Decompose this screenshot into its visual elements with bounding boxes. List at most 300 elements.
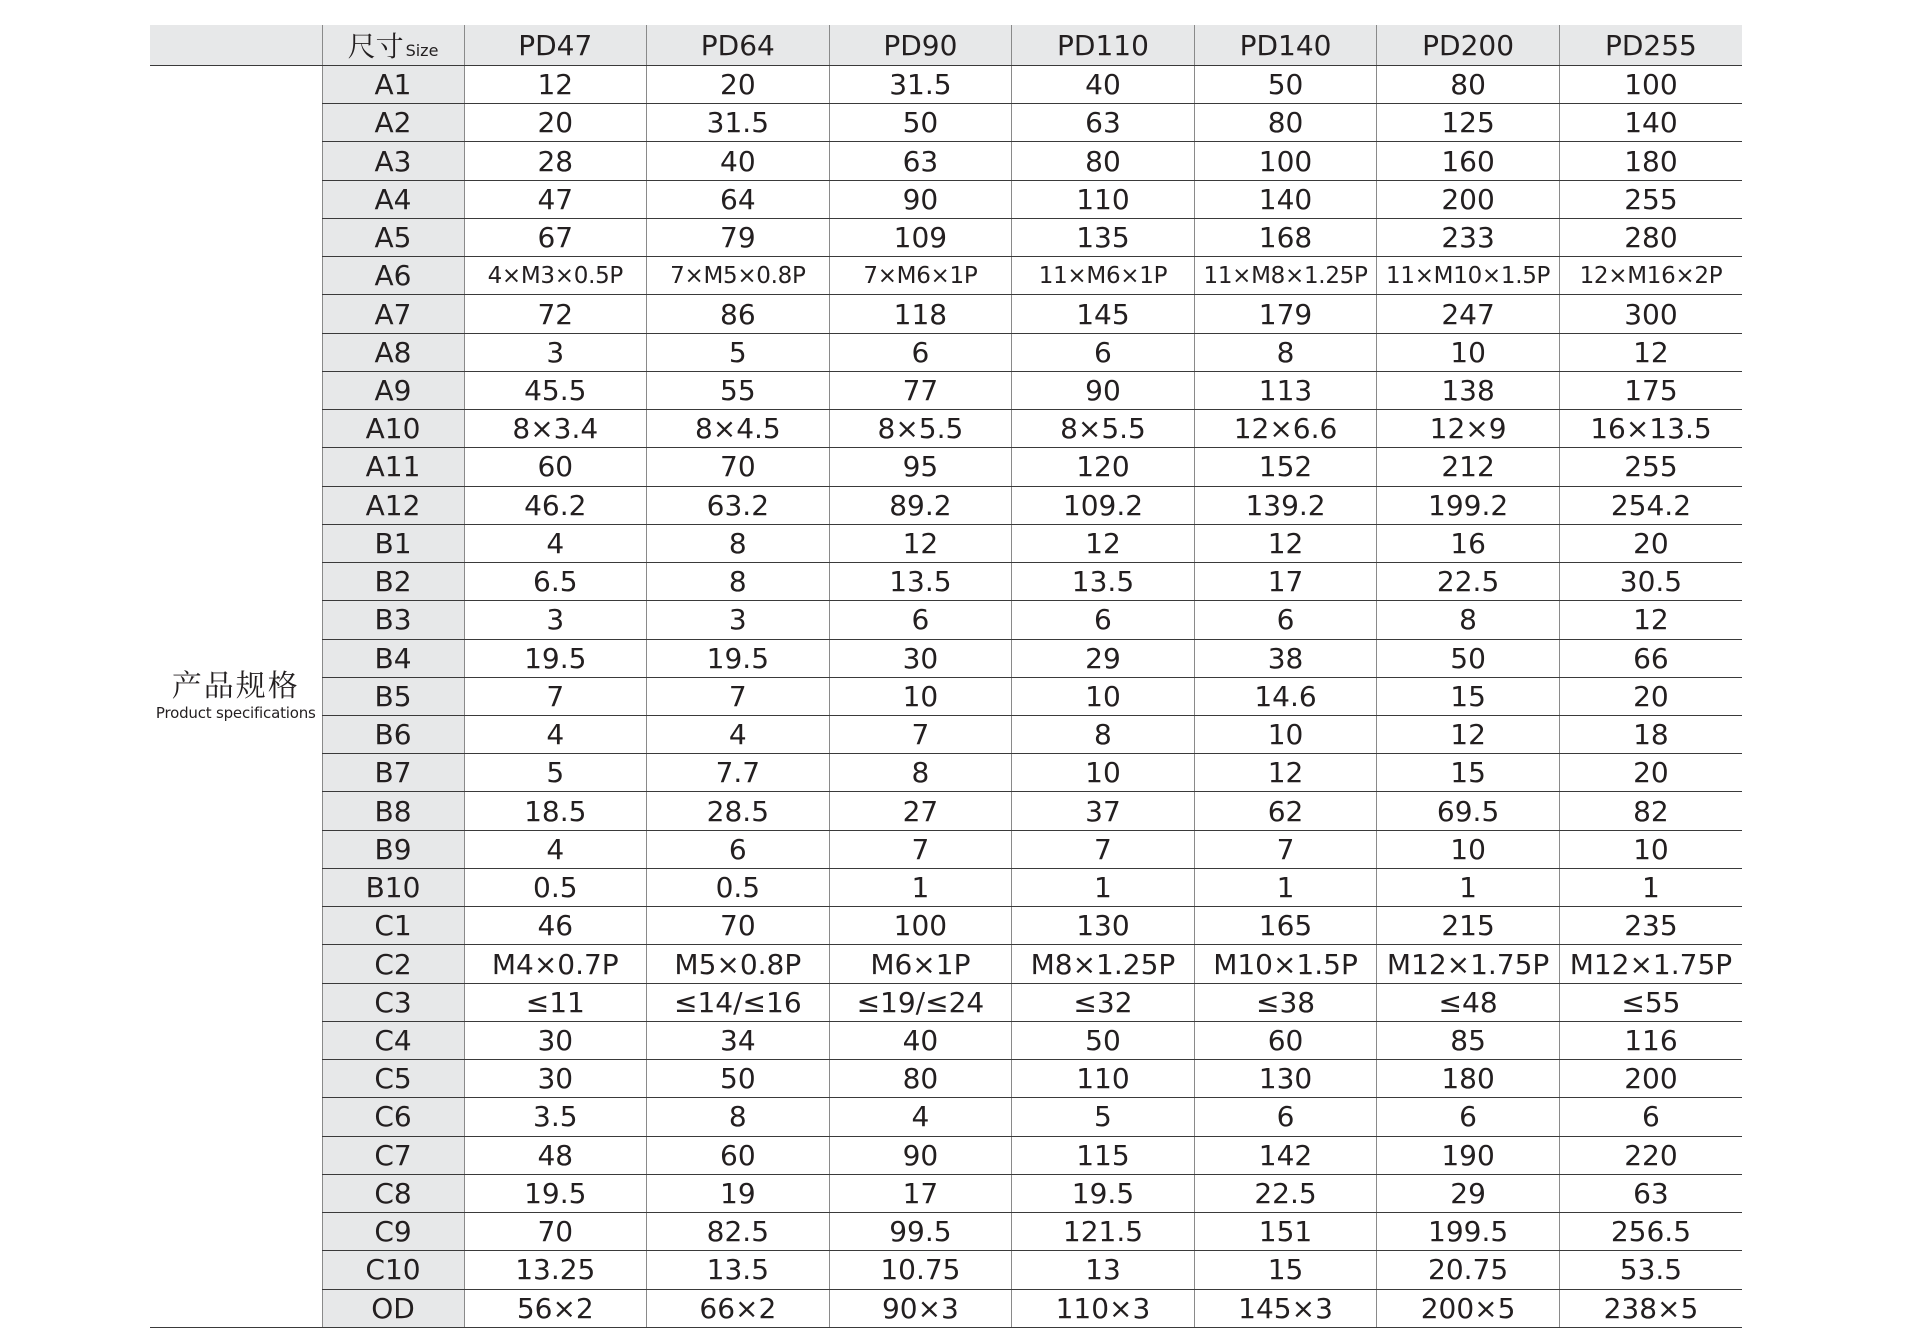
- table-cell: 40: [1012, 66, 1195, 104]
- table-cell: 7: [1194, 830, 1377, 868]
- table-cell: 6: [829, 601, 1012, 639]
- table-cell: 142: [1194, 1136, 1377, 1174]
- table-cell: 200: [1559, 1060, 1742, 1098]
- table-row: [150, 295, 1742, 333]
- table-cell: 80: [1194, 104, 1377, 142]
- table-row: [150, 218, 1742, 256]
- table-cell: 50: [1012, 1021, 1195, 1059]
- table-cell: 110×3: [1012, 1289, 1195, 1327]
- table-cell: 55: [647, 371, 830, 409]
- table-cell: 3: [647, 601, 830, 639]
- table-row: [150, 371, 1742, 409]
- table-cell: 7: [647, 677, 830, 715]
- table-cell: 10: [1377, 333, 1560, 371]
- table-cell: 255: [1559, 180, 1742, 218]
- table-cell: 30: [829, 639, 1012, 677]
- table-cell: 77: [829, 371, 1012, 409]
- table-cell: 90: [829, 180, 1012, 218]
- table-cell: 180: [1377, 1060, 1560, 1098]
- table-cell: 8×5.5: [829, 410, 1012, 448]
- table-cell: 280: [1559, 218, 1742, 256]
- table-cell: 12: [1377, 715, 1560, 753]
- table-cell: M6×1P: [829, 945, 1012, 983]
- table-cell: 130: [1194, 1060, 1377, 1098]
- table-cell: 233: [1377, 218, 1560, 256]
- table-cell: 12×6.6: [1194, 410, 1377, 448]
- table-cell: 5: [464, 754, 647, 792]
- table-row: [150, 1136, 1742, 1174]
- table-cell: 40: [647, 142, 830, 180]
- table-row: [150, 486, 1742, 524]
- row-label: A5: [322, 218, 464, 256]
- table-cell: 63.2: [647, 486, 830, 524]
- table-cell: 238×5: [1559, 1289, 1742, 1327]
- row-label: A3: [322, 142, 464, 180]
- table-row: [150, 563, 1742, 601]
- table-cell: 8×3.4: [464, 410, 647, 448]
- table-cell: ≤19/≤24: [829, 983, 1012, 1021]
- table-cell: 12×M16×2P: [1559, 257, 1742, 295]
- size-header-cell: [322, 25, 464, 66]
- table-cell: 6: [1377, 1098, 1560, 1136]
- table-cell: 47: [464, 180, 647, 218]
- column-header: PD110: [1012, 25, 1195, 66]
- table-cell: 17: [1194, 563, 1377, 601]
- row-label: A7: [322, 295, 464, 333]
- table-cell: 175: [1559, 371, 1742, 409]
- table-row: [150, 333, 1742, 371]
- table-cell: 62: [1194, 792, 1377, 830]
- table-cell: 212: [1377, 448, 1560, 486]
- table-cell: 1: [1012, 868, 1195, 906]
- table-cell: 165: [1194, 907, 1377, 945]
- table-cell: 110: [1012, 1060, 1195, 1098]
- table-cell: 19: [647, 1174, 830, 1212]
- table-cell: 120: [1012, 448, 1195, 486]
- row-label: B9: [322, 830, 464, 868]
- table-cell: 138: [1377, 371, 1560, 409]
- table-cell: 69.5: [1377, 792, 1560, 830]
- table-cell: 30: [464, 1060, 647, 1098]
- category-cell: [150, 66, 322, 1328]
- table-cell: 8×4.5: [647, 410, 830, 448]
- size-header-en: Size: [405, 41, 439, 60]
- table-cell: 22.5: [1194, 1174, 1377, 1212]
- row-label: C9: [322, 1213, 464, 1251]
- table-cell: 151: [1194, 1213, 1377, 1251]
- row-label: B10: [322, 868, 464, 906]
- table-cell: 256.5: [1559, 1213, 1742, 1251]
- table-cell: 7×M5×0.8P: [647, 257, 830, 295]
- table-row: [150, 1251, 1742, 1289]
- table-cell: 8: [1194, 333, 1377, 371]
- table-row: [150, 1213, 1742, 1251]
- table-cell: 8: [647, 524, 830, 562]
- table-row: [150, 639, 1742, 677]
- table-cell: 113: [1194, 371, 1377, 409]
- row-label: A10: [322, 410, 464, 448]
- table-cell: 6: [1559, 1098, 1742, 1136]
- table-cell: 38: [1194, 639, 1377, 677]
- table-cell: 15: [1377, 754, 1560, 792]
- table-cell: 80: [829, 1060, 1012, 1098]
- row-label: A1: [322, 66, 464, 104]
- table-cell: 90: [1012, 371, 1195, 409]
- column-header: PD90: [829, 25, 1012, 66]
- table-cell: 60: [464, 448, 647, 486]
- table-cell: 82.5: [647, 1213, 830, 1251]
- table-row: [150, 1289, 1742, 1327]
- table-cell: 31.5: [647, 104, 830, 142]
- table-cell: 95: [829, 448, 1012, 486]
- table-cell: 20.75: [1377, 1251, 1560, 1289]
- table-row: [150, 180, 1742, 218]
- table-cell: 27: [829, 792, 1012, 830]
- table-cell: 90×3: [829, 1289, 1012, 1327]
- table-cell: 19.5: [464, 639, 647, 677]
- row-label: C4: [322, 1021, 464, 1059]
- table-cell: M10×1.5P: [1194, 945, 1377, 983]
- table-cell: 66×2: [647, 1289, 830, 1327]
- table-cell: 199.2: [1377, 486, 1560, 524]
- row-label: B2: [322, 563, 464, 601]
- table-cell: 255: [1559, 448, 1742, 486]
- table-cell: 140: [1194, 180, 1377, 218]
- table-cell: 17: [829, 1174, 1012, 1212]
- table-cell: M12×1.75P: [1377, 945, 1560, 983]
- row-label: B3: [322, 601, 464, 639]
- table-row: [150, 945, 1742, 983]
- table-cell: ≤55: [1559, 983, 1742, 1021]
- table-cell: 13.25: [464, 1251, 647, 1289]
- table-cell: 4: [464, 830, 647, 868]
- row-label: B4: [322, 639, 464, 677]
- table-cell: 200: [1377, 180, 1560, 218]
- table-cell: 37: [1012, 792, 1195, 830]
- table-row: [150, 983, 1742, 1021]
- table-cell: 19.5: [464, 1174, 647, 1212]
- table-cell: 20: [1559, 754, 1742, 792]
- table-cell: 40: [829, 1021, 1012, 1059]
- table-cell: 8: [829, 754, 1012, 792]
- table-row: [150, 715, 1742, 753]
- table-cell: 7: [1012, 830, 1195, 868]
- table-cell: 145: [1012, 295, 1195, 333]
- table-cell: 15: [1377, 677, 1560, 715]
- table-row: [150, 792, 1742, 830]
- table-cell: 7: [464, 677, 647, 715]
- row-label: A6: [322, 257, 464, 295]
- table-cell: 82: [1559, 792, 1742, 830]
- table-cell: M8×1.25P: [1012, 945, 1195, 983]
- table-cell: 12: [1559, 333, 1742, 371]
- table-cell: 20: [647, 66, 830, 104]
- table-row: [150, 754, 1742, 792]
- table-cell: 8×5.5: [1012, 410, 1195, 448]
- table-cell: 6: [1012, 601, 1195, 639]
- row-label: A4: [322, 180, 464, 218]
- table-row: [150, 677, 1742, 715]
- row-label: C3: [322, 983, 464, 1021]
- table-cell: 53.5: [1559, 1251, 1742, 1289]
- table-cell: 19.5: [647, 639, 830, 677]
- table-cell: 29: [1012, 639, 1195, 677]
- table-cell: 199.5: [1377, 1213, 1560, 1251]
- table-row: [150, 907, 1742, 945]
- category-label-en: Product specifications: [155, 704, 316, 723]
- table-cell: 4×M3×0.5P: [464, 257, 647, 295]
- table-cell: 8: [647, 563, 830, 601]
- spec-table-body: [150, 66, 1742, 1328]
- table-cell: 109.2: [1012, 486, 1195, 524]
- table-cell: 20: [1559, 524, 1742, 562]
- table-cell: 10: [1012, 754, 1195, 792]
- table-cell: 1: [1559, 868, 1742, 906]
- table-row: [150, 524, 1742, 562]
- table-cell: 64: [647, 180, 830, 218]
- table-cell: 12: [1559, 601, 1742, 639]
- row-label: A9: [322, 371, 464, 409]
- table-cell: 109: [829, 218, 1012, 256]
- table-cell: 12: [829, 524, 1012, 562]
- table-cell: 70: [647, 448, 830, 486]
- table-cell: 100: [1559, 66, 1742, 104]
- table-cell: 179: [1194, 295, 1377, 333]
- table-cell: 18: [1559, 715, 1742, 753]
- table-cell: 30: [464, 1021, 647, 1059]
- table-cell: 22.5: [1377, 563, 1560, 601]
- table-cell: 6: [829, 333, 1012, 371]
- column-header: PD200: [1377, 25, 1560, 66]
- table-cell: 100: [829, 907, 1012, 945]
- table-cell: 1: [829, 868, 1012, 906]
- table-cell: 247: [1377, 295, 1560, 333]
- table-cell: 18.5: [464, 792, 647, 830]
- table-row: [150, 448, 1742, 486]
- table-cell: 254.2: [1559, 486, 1742, 524]
- table-cell: 190: [1377, 1136, 1560, 1174]
- table-cell: 116: [1559, 1021, 1742, 1059]
- table-cell: 100: [1194, 142, 1377, 180]
- table-cell: 50: [829, 104, 1012, 142]
- table-cell: 130: [1012, 907, 1195, 945]
- table-cell: 215: [1377, 907, 1560, 945]
- column-header: PD255: [1559, 25, 1742, 66]
- table-cell: 235: [1559, 907, 1742, 945]
- table-cell: 19.5: [1012, 1174, 1195, 1212]
- table-cell: 29: [1377, 1174, 1560, 1212]
- table-cell: 60: [647, 1136, 830, 1174]
- table-row: [150, 601, 1742, 639]
- row-label: C8: [322, 1174, 464, 1212]
- table-cell: 300: [1559, 295, 1742, 333]
- table-cell: 160: [1377, 142, 1560, 180]
- table-cell: 4: [647, 715, 830, 753]
- table-cell: 90: [829, 1136, 1012, 1174]
- table-row: [150, 1060, 1742, 1098]
- table-cell: 6: [1194, 601, 1377, 639]
- table-cell: 63: [829, 142, 1012, 180]
- table-cell: 15: [1194, 1251, 1377, 1289]
- row-label: B7: [322, 754, 464, 792]
- table-cell: 200×5: [1377, 1289, 1560, 1327]
- table-cell: 20: [464, 104, 647, 142]
- table-cell: 46.2: [464, 486, 647, 524]
- table-cell: 28.5: [647, 792, 830, 830]
- table-cell: ≤14/≤16: [647, 983, 830, 1021]
- table-row: [150, 1098, 1742, 1136]
- header-row: [150, 25, 1742, 66]
- table-cell: 80: [1377, 66, 1560, 104]
- table-cell: 16: [1377, 524, 1560, 562]
- table-row: [150, 66, 1742, 104]
- table-cell: 10: [1559, 830, 1742, 868]
- table-cell: ≤38: [1194, 983, 1377, 1021]
- table-row: [150, 1174, 1742, 1212]
- row-label: A8: [322, 333, 464, 371]
- table-cell: 10: [1012, 677, 1195, 715]
- table-cell: 13: [1012, 1251, 1195, 1289]
- table-cell: 3: [464, 601, 647, 639]
- table-cell: 8: [1012, 715, 1195, 753]
- table-cell: 7×M6×1P: [829, 257, 1012, 295]
- table-cell: 67: [464, 218, 647, 256]
- table-cell: 31.5: [829, 66, 1012, 104]
- table-cell: ≤48: [1377, 983, 1560, 1021]
- table-cell: 1: [1377, 868, 1560, 906]
- row-label: A2: [322, 104, 464, 142]
- table-cell: 8: [647, 1098, 830, 1136]
- table-cell: 99.5: [829, 1213, 1012, 1251]
- table-cell: 3.5: [464, 1098, 647, 1136]
- table-cell: 89.2: [829, 486, 1012, 524]
- table-cell: 66: [1559, 639, 1742, 677]
- table-cell: 4: [464, 524, 647, 562]
- table-row: [150, 410, 1742, 448]
- table-cell: 85: [1377, 1021, 1560, 1059]
- table-cell: 48: [464, 1136, 647, 1174]
- table-cell: 121.5: [1012, 1213, 1195, 1251]
- table-cell: 140: [1559, 104, 1742, 142]
- category-label-zh: 产品规格: [171, 669, 300, 705]
- row-label: C5: [322, 1060, 464, 1098]
- table-cell: 72: [464, 295, 647, 333]
- table-cell: 152: [1194, 448, 1377, 486]
- table-row: [150, 142, 1742, 180]
- table-cell: 10: [1377, 830, 1560, 868]
- table-cell: 3: [464, 333, 647, 371]
- row-label: B6: [322, 715, 464, 753]
- row-label: B1: [322, 524, 464, 562]
- table-cell: 125: [1377, 104, 1560, 142]
- table-cell: 70: [464, 1213, 647, 1251]
- table-cell: 145×3: [1194, 1289, 1377, 1327]
- row-label: OD: [322, 1289, 464, 1327]
- table-row: [150, 104, 1742, 142]
- table-cell: 13.5: [829, 563, 1012, 601]
- row-label: C6: [322, 1098, 464, 1136]
- table-cell: 220: [1559, 1136, 1742, 1174]
- table-cell: 50: [1194, 66, 1377, 104]
- table-cell: 13.5: [647, 1251, 830, 1289]
- column-header: PD47: [464, 25, 647, 66]
- table-cell: 12: [1194, 524, 1377, 562]
- table-cell: 16×13.5: [1559, 410, 1742, 448]
- size-header-zh: 尺寸: [347, 30, 404, 63]
- category-header-cell: [150, 25, 322, 66]
- row-label: A11: [322, 448, 464, 486]
- table-cell: M4×0.7P: [464, 945, 647, 983]
- table-cell: 50: [1377, 639, 1560, 677]
- row-label: C1: [322, 907, 464, 945]
- table-cell: 79: [647, 218, 830, 256]
- table-cell: 34: [647, 1021, 830, 1059]
- table-row: [150, 1021, 1742, 1059]
- table-cell: 20: [1559, 677, 1742, 715]
- table-cell: 168: [1194, 218, 1377, 256]
- table-cell: 12: [464, 66, 647, 104]
- table-cell: 1: [1194, 868, 1377, 906]
- table-cell: 46: [464, 907, 647, 945]
- row-label: C2: [322, 945, 464, 983]
- table-cell: 6.5: [464, 563, 647, 601]
- row-label: C7: [322, 1136, 464, 1174]
- table-cell: 28: [464, 142, 647, 180]
- table-cell: 6: [1012, 333, 1195, 371]
- row-label: B8: [322, 792, 464, 830]
- table-cell: 6: [1194, 1098, 1377, 1136]
- table-cell: 8: [1377, 601, 1560, 639]
- table-cell: 11×M6×1P: [1012, 257, 1195, 295]
- table-cell: 50: [647, 1060, 830, 1098]
- table-cell: 14.6: [1194, 677, 1377, 715]
- table-cell: 12: [1194, 754, 1377, 792]
- table-cell: 11×M10×1.5P: [1377, 257, 1560, 295]
- table-cell: 86: [647, 295, 830, 333]
- table-row: [150, 830, 1742, 868]
- table-cell: 11×M8×1.25P: [1194, 257, 1377, 295]
- row-label: A12: [322, 486, 464, 524]
- table-cell: 10: [829, 677, 1012, 715]
- table-cell: 0.5: [464, 868, 647, 906]
- table-cell: 63: [1012, 104, 1195, 142]
- table-cell: 12: [1012, 524, 1195, 562]
- table-cell: 0.5: [647, 868, 830, 906]
- table-cell: 5: [647, 333, 830, 371]
- table-cell: 110: [1012, 180, 1195, 218]
- table-cell: 4: [829, 1098, 1012, 1136]
- table-cell: M12×1.75P: [1559, 945, 1742, 983]
- row-label: C10: [322, 1251, 464, 1289]
- table-row: [150, 868, 1742, 906]
- table-cell: 12×9: [1377, 410, 1560, 448]
- table-cell: 56×2: [464, 1289, 647, 1327]
- table-cell: M5×0.8P: [647, 945, 830, 983]
- table-row: [150, 257, 1742, 295]
- table-cell: 30.5: [1559, 563, 1742, 601]
- table-cell: ≤32: [1012, 983, 1195, 1021]
- column-header: PD140: [1194, 25, 1377, 66]
- column-header: PD64: [647, 25, 830, 66]
- table-cell: 118: [829, 295, 1012, 333]
- table-cell: 10.75: [829, 1251, 1012, 1289]
- table-cell: 80: [1012, 142, 1195, 180]
- table-cell: 139.2: [1194, 486, 1377, 524]
- table-cell: 115: [1012, 1136, 1195, 1174]
- table-cell: 45.5: [464, 371, 647, 409]
- table-cell: 5: [1012, 1098, 1195, 1136]
- table-cell: 7.7: [647, 754, 830, 792]
